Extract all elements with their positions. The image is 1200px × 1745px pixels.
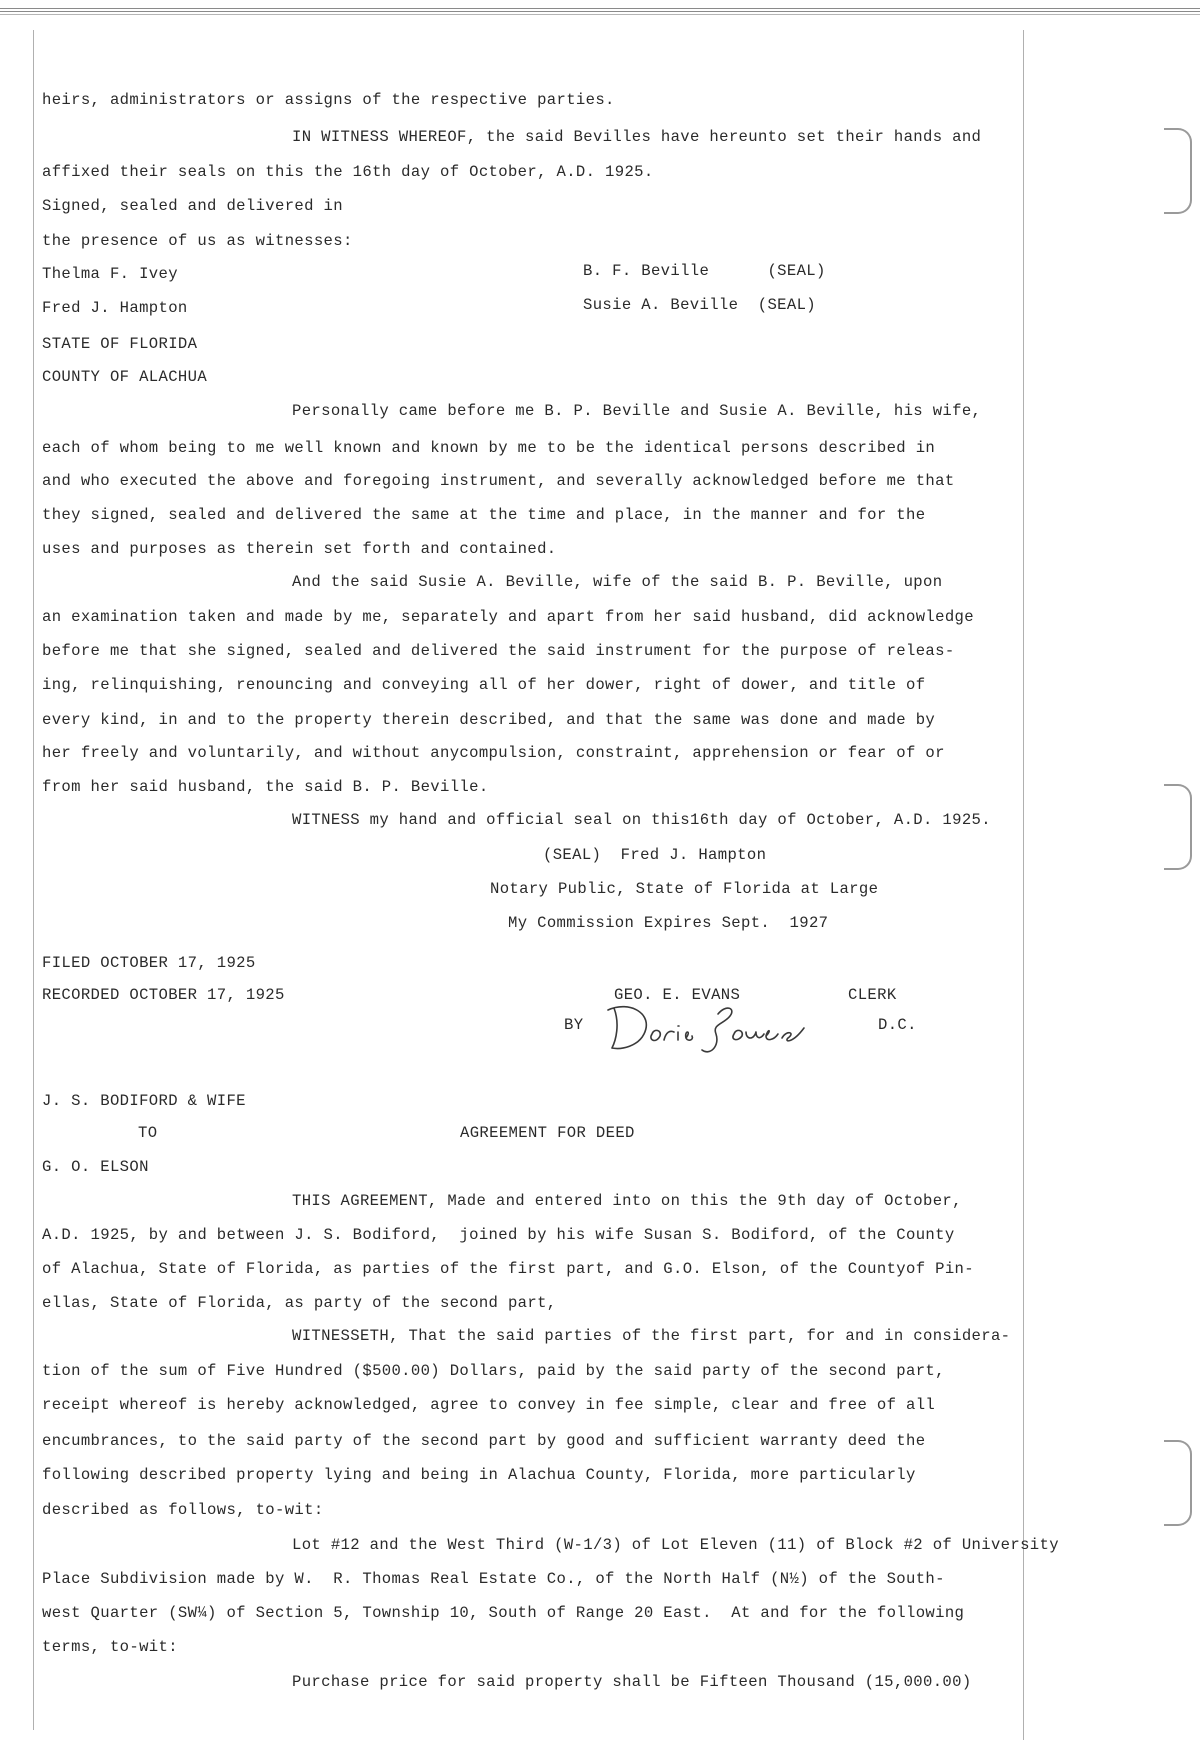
text-line: they signed, sealed and delivered the same at the time and place, in the manner and for the [42,506,926,524]
text-line: THIS AGREEMENT, Made and entered into on this the 9th day of October, [292,1192,962,1210]
text-line: COUNTY OF ALACHUA [42,368,208,386]
recorded-date: RECORDED OCTOBER 17, 1925 [42,986,285,1004]
left-margin-line [33,30,34,1730]
to-label: TO [138,1124,158,1142]
clerk-name: GEO. E. EVANS [614,986,741,1004]
binder-ring-icon [1164,1440,1192,1526]
grantor-party: J. S. BODIFORD & WIFE [42,1092,246,1110]
grantee-party: G. O. ELSON [42,1158,149,1176]
text-line: every kind, in and to the property therein described, and that the same was done and made by [42,711,936,729]
text-line: STATE OF FLORIDA [42,335,198,353]
filed-date: FILED OCTOBER 17, 1925 [42,954,256,972]
binder-ring-icon [1164,128,1192,214]
text-line: receipt whereof is hereby acknowledged, agree to convey in fee simple, clear and free of all [42,1396,936,1414]
text-line: the presence of us as witnesses: [42,232,353,250]
handwritten-signature [600,994,830,1056]
text-line: And the said Susie A. Beville, wife of the said B. P. Beville, upon [292,573,943,591]
text-line: an examination taken and made by me, separately and apart from her said husband, did acknowledge [42,608,974,626]
by-label: BY [564,1016,584,1034]
signatory-name: Susie A. Beville (SEAL) [583,296,816,314]
text-line: terms, to-wit: [42,1638,178,1656]
clerk-title: CLERK [848,986,897,1004]
text-line: ing, relinquishing, renouncing and conveying all of her dower, right of dower, and title of [42,676,926,694]
top-border-line [0,14,1200,15]
text-line: heirs, administrators or assigns of the respective parties. [42,91,615,109]
text-line: ellas, State of Florida, as party of the second part, [42,1294,557,1312]
text-line: WITNESSETH, That the said parties of the first part, for and in considera- [292,1327,1011,1345]
right-margin-line [1023,30,1024,1740]
notary-seal: (SEAL) Fred J. Hampton [543,846,767,864]
text-line: of Alachua, State of Florida, as parties of the first part, and G.O. Elson, of the Countyof Pin- [42,1260,974,1278]
top-border-line [0,11,1200,12]
text-line: IN WITNESS WHEREOF, the said Bevilles have hereunto set their hands and [292,128,982,146]
text-line: WITNESS my hand and official seal on this16th day of October, A.D. 1925. [292,811,991,829]
text-line: Place Subdivision made by W. R. Thomas Real Estate Co., of the North Half (N½) of the South- [42,1570,945,1588]
text-line: A.D. 1925, by and between J. S. Bodiford, joined by his wife Susan S. Bodiford, of the County [42,1226,955,1244]
text-line: affixed their seals on this the 16th day of October, A.D. 1925. [42,163,654,181]
text-line: each of whom being to me well known and known by me to be the identical persons described in [42,439,936,457]
text-line: Lot #12 and the West Third (W-1/3) of Lot Eleven (11) of Block #2 of University [292,1536,1059,1554]
text-line: Signed, sealed and delivered in [42,197,343,215]
text-line: described as follows, to-wit: [42,1501,324,1519]
text-line: from her said husband, the said B. P. Beville. [42,778,489,796]
text-line: Purchase price for said property shall be Fifteen Thousand (15,000.00) [292,1673,972,1691]
signatory-name: B. F. Beville (SEAL) [583,262,826,280]
witness-name: Fred J. Hampton [42,299,188,317]
notary-title: Notary Public, State of Florida at Large [490,880,879,898]
text-line: before me that she signed, sealed and delivered the said instrument for the purpose of releas- [42,642,955,660]
text-line: uses and purposes as therein set forth and contained. [42,540,557,558]
text-line: west Quarter (SW¼) of Section 5, Township 10, South of Range 20 East. At and for the following [42,1604,965,1622]
text-line: and who executed the above and foregoing instrument, and severally acknowledged before me that [42,472,955,490]
deputy-clerk-label: D.C. [878,1016,917,1034]
witness-name: Thelma F. Ivey [42,265,178,283]
document-title: AGREEMENT FOR DEED [460,1124,635,1142]
top-border-line [0,8,1200,9]
binder-ring-icon [1164,784,1192,870]
text-line: her freely and voluntarily, and without anycompulsion, constraint, apprehension or fear of or [42,744,945,762]
text-line: following described property lying and being in Alachua County, Florida, more particularly [42,1466,916,1484]
text-line: Personally came before me B. P. Beville and Susie A. Beville, his wife, [292,402,982,420]
text-line: encumbrances, to the said party of the second part by good and sufficient warranty deed the [42,1432,926,1450]
text-line: tion of the sum of Five Hundred ($500.00) Dollars, paid by the said party of the second part, [42,1362,945,1380]
commission-expiry: My Commission Expires Sept. 1927 [508,914,829,932]
